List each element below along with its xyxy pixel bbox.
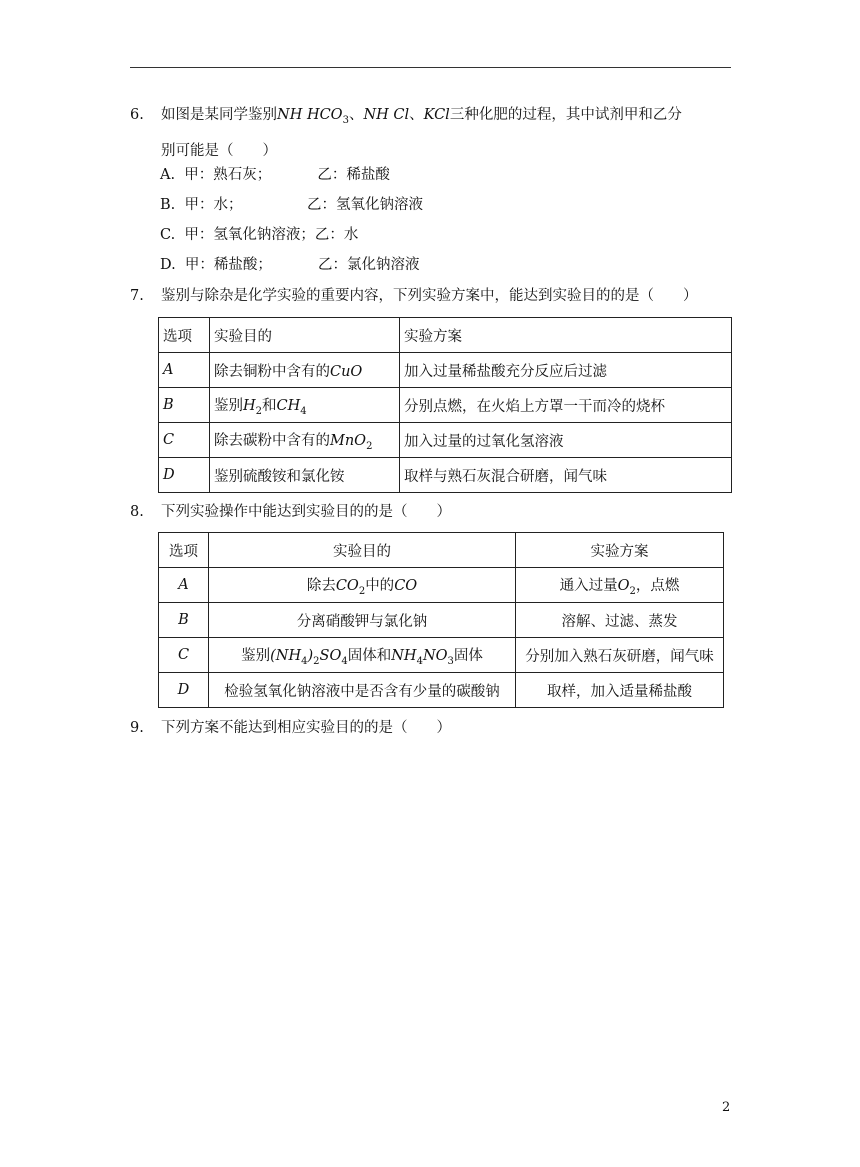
row-option: C: [159, 638, 209, 673]
option-a: A. 甲：熟石灰； 乙：稀盐酸: [160, 167, 390, 183]
row-purpose: 除去$CO_2$中的CO: [209, 568, 516, 603]
row-plan: 通入过量$O_2$，点燃: [516, 568, 724, 603]
table-row: [159, 458, 732, 493]
row-plan: 加入过量的过氧化氢溶液: [400, 423, 732, 458]
table-row: [159, 423, 732, 458]
table-row: [159, 673, 724, 708]
question-number: 8.: [130, 504, 144, 520]
formula-potassium-chloride: KCl: [423, 107, 450, 123]
row-purpose: 检验氢氧化钠溶液中是否含有少量的碳酸钠: [209, 673, 516, 708]
question-6: [130, 100, 740, 166]
question-text-prefix: 如图是某同学鉴别: [161, 107, 277, 123]
option-b: B. 甲：水； 乙：氢氧化钠溶液: [160, 197, 424, 213]
table-row: [159, 603, 724, 638]
separator: 、: [409, 107, 424, 123]
row-purpose: 鉴别$H_2$和$CH_4$: [210, 388, 400, 423]
header-plan: 实验方案: [516, 533, 724, 568]
row-option: B: [159, 603, 209, 638]
table-row: [159, 353, 732, 388]
option-d: D. 甲：稀盐酸； 乙：氯化钠溶液: [160, 257, 420, 273]
question-text: 下列方案不能达到相应实验目的的是（ ）: [161, 720, 451, 736]
formula-ammonium-chloride: NH Cl: [363, 107, 410, 123]
row-purpose: 鉴别$(NH_4)_2SO_4$固体和$NH_4NO_3$固体: [209, 638, 516, 673]
row-plan: 加入过量稀盐酸充分反应后过滤: [400, 353, 732, 388]
row-purpose: 鉴别硫酸铵和氯化铵: [210, 458, 400, 493]
row-option: C: [159, 423, 210, 458]
table-row: [159, 568, 724, 603]
question-text: 下列实验操作中能达到实验目的的是（ ）: [161, 504, 451, 520]
question-number: 6.: [130, 107, 144, 123]
question-7: [130, 281, 740, 311]
row-plan: 取样，加入适量稀盐酸: [516, 673, 724, 708]
separator: 、: [348, 107, 364, 123]
header-option: 选项: [159, 533, 209, 568]
question-number: 9.: [130, 720, 144, 736]
header-purpose: 实验目的: [209, 533, 516, 568]
question-number: 7.: [130, 288, 144, 304]
table-header-row: [159, 318, 732, 353]
row-option: B: [159, 388, 210, 423]
row-option: D: [159, 673, 209, 708]
header-purpose: 实验目的: [210, 318, 400, 353]
experiment-table-q7: [158, 317, 732, 493]
row-option: A: [159, 353, 210, 388]
question-9: [130, 713, 740, 743]
table-row: [159, 638, 724, 673]
header-rule: [130, 67, 731, 68]
page-number: 2: [722, 1100, 731, 1115]
formula-ammonium-bicarbonate: NH $HCO_3$: [277, 107, 349, 126]
row-option: A: [159, 568, 209, 603]
experiment-table-q8: [158, 532, 724, 708]
question-text: 鉴别与除杂是化学实验的重要内容，下列实验方案中，能达到实验目的的是（ ）: [161, 288, 698, 304]
row-purpose: 除去碳粉中含有的MnO$_2$: [210, 423, 400, 458]
row-purpose: 除去铜粉中含有的CuO: [210, 353, 400, 388]
question-text-line2: 别可能是（ ）: [161, 142, 277, 159]
row-purpose: 分离硝酸钾与氯化钠: [209, 603, 516, 638]
option-c: C. 甲：氢氧化钠溶液；乙：水: [160, 227, 359, 243]
row-plan: 溶解、过滤、蒸发: [516, 603, 724, 638]
row-plan: 分别点燃，在火焰上方罩一干而冷的烧杯: [400, 388, 732, 423]
table-row: [159, 388, 732, 423]
table-header-row: [159, 533, 724, 568]
question-text-suffix: 三种化肥的过程，其中试剂甲和乙分: [449, 107, 682, 123]
row-option: D: [159, 458, 210, 493]
question-8: [130, 497, 740, 527]
row-plan: 分别加入熟石灰研磨，闻气味: [516, 638, 724, 673]
row-plan: 取样与熟石灰混合研磨，闻气味: [400, 458, 732, 493]
header-option: 选项: [159, 318, 210, 353]
header-plan: 实验方案: [400, 318, 732, 353]
